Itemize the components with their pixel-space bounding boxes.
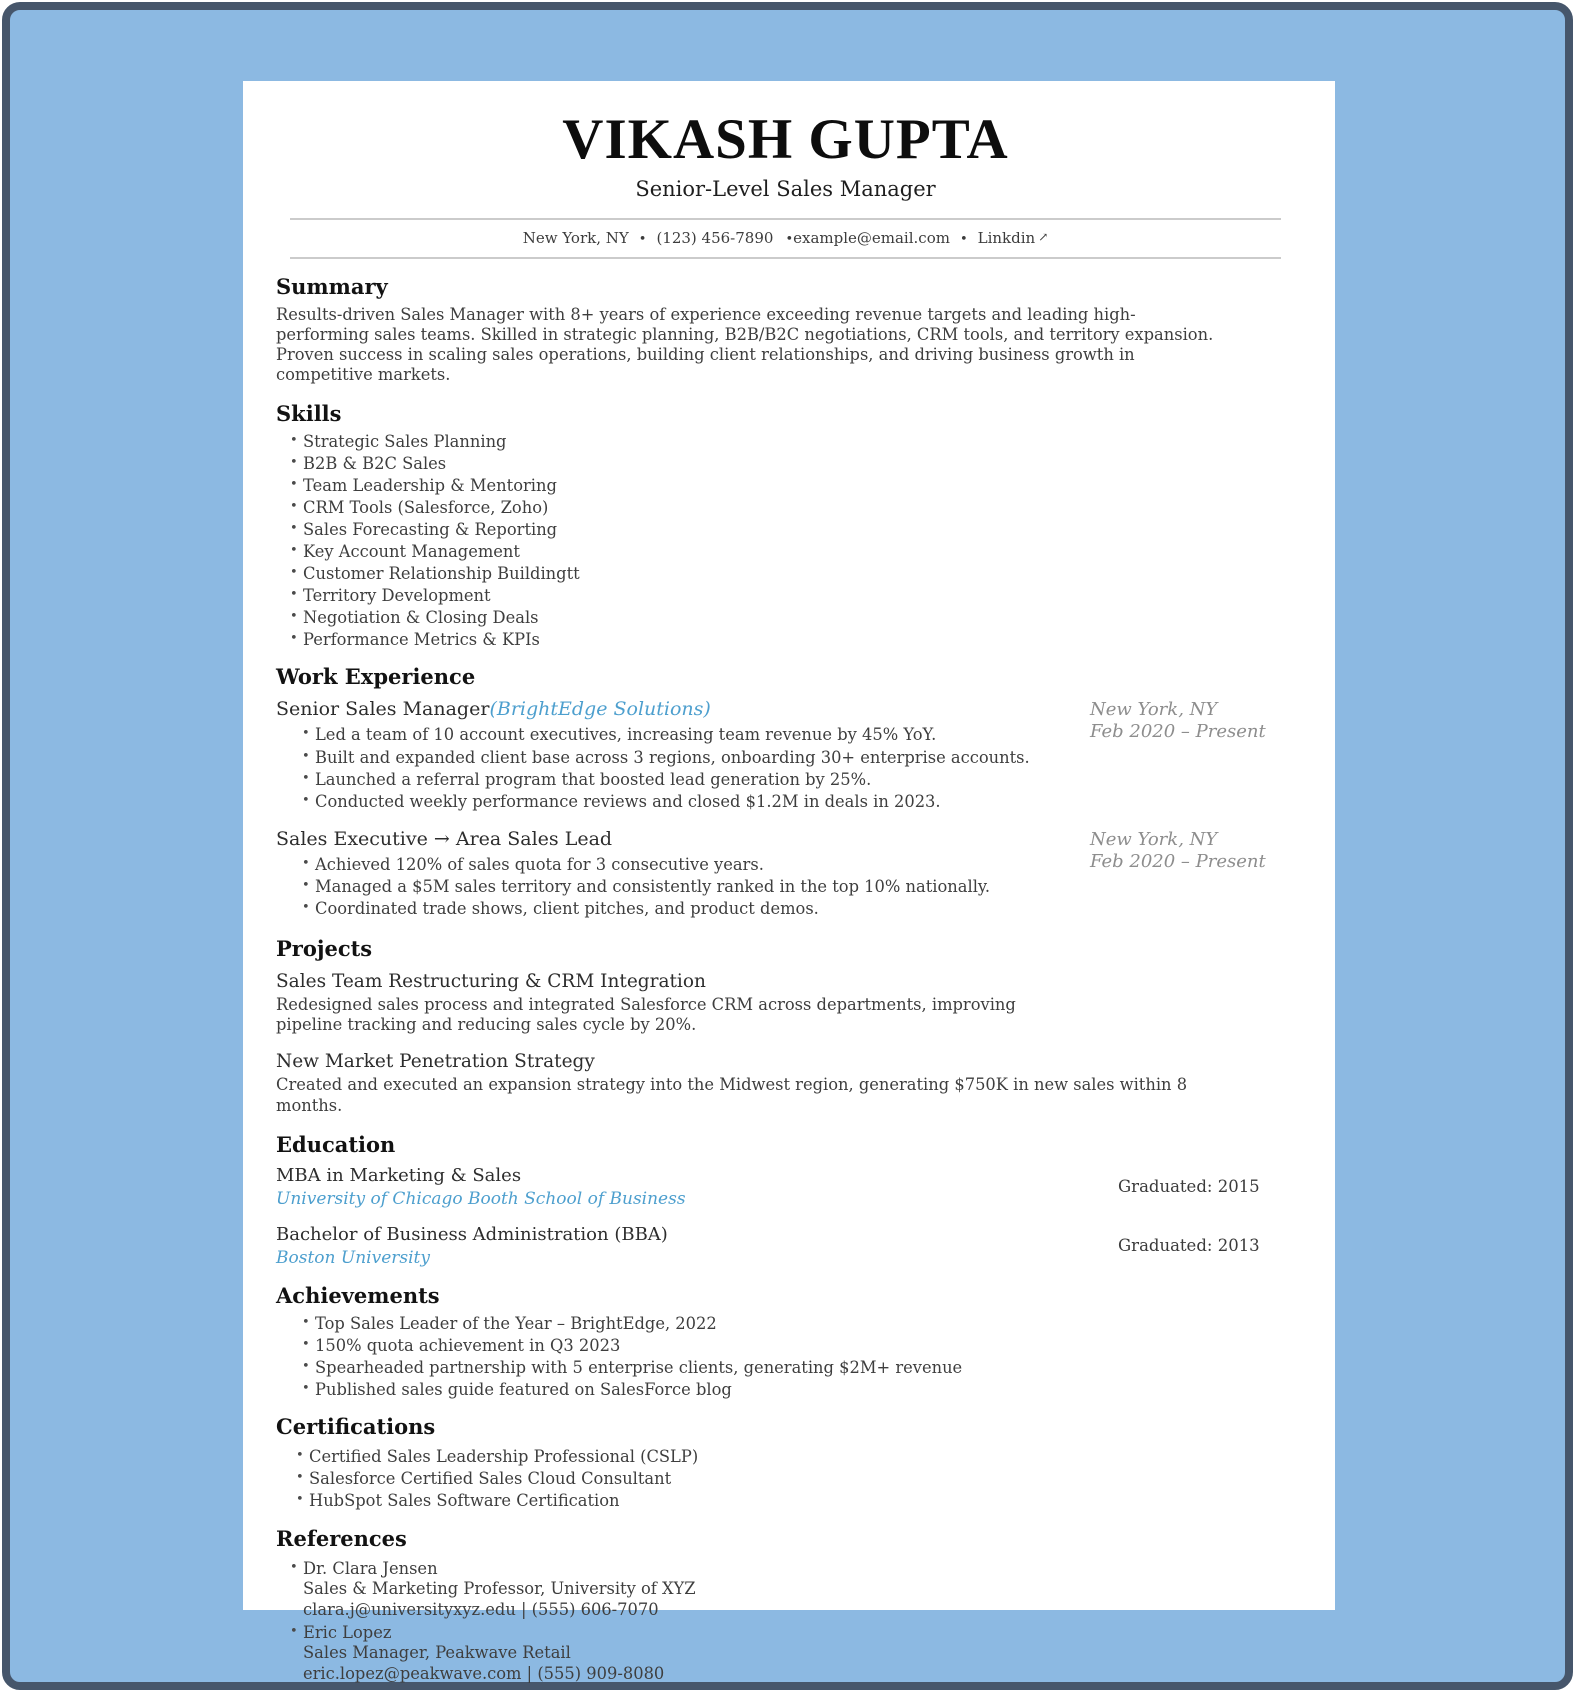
job-entry <box>276 828 1295 919</box>
section-title-education: Education <box>276 1131 396 1157</box>
job-bullet: • Conducted weekly performance reviews and closed $1.2M in deals in 2023. <box>302 792 1295 812</box>
reference-item <box>290 1623 1295 1684</box>
school-link[interactable]: Boston University <box>276 1247 430 1268</box>
graduation-date: Graduated: 2013 <box>1118 1235 1260 1255</box>
achievement-item: • Top Sales Leader of the Year – BrightEdge, 2022 <box>302 1314 1295 1334</box>
section-references <box>276 1526 1295 1683</box>
job-dates: Feb 2020 – Present <box>1090 851 1266 873</box>
project-entry <box>276 971 1295 1036</box>
skill-item: • Negotiation & Closing Deals <box>290 608 1295 628</box>
job-bullet: • Led a team of 10 account executives, increasing team revenue by 45% YoY. <box>302 725 1295 745</box>
certification-item: • Salesforce Certified Sales Cloud Consultant <box>296 1469 1295 1489</box>
reference-name: • Eric Lopez <box>303 1622 392 1642</box>
skill-item: • CRM Tools (Salesforce, Zoho) <box>290 498 1295 518</box>
job-bullet-list <box>302 725 1295 811</box>
reference-contact: clara.j@universityxyz.edu | (555) 606-7070 <box>303 1599 659 1619</box>
references-list <box>290 1559 1295 1683</box>
job-location: New York, NY <box>1090 829 1218 851</box>
section-education <box>276 1132 1295 1268</box>
reference-role: Sales Manager, Peakwave Retail <box>303 1643 571 1663</box>
project-description: Created and executed an expansion strategy into the Midwest region, generating $750K in new sales within 8 months. <box>276 1075 1188 1115</box>
achievement-item: • 150% quota achievement in Q3 2023 <box>302 1336 1295 1356</box>
job-title: Sales Executive → Area Sales Lead <box>276 828 613 851</box>
skill-item: • Territory Development <box>290 586 1295 606</box>
job-bullet: • Launched a referral program that boosted lead generation by 25%. <box>302 770 1295 790</box>
section-title-references: References <box>276 1525 407 1551</box>
job-bullet-list <box>302 855 1295 919</box>
summary-text: Results-driven Sales Manager with 8+ years of experience exceeding revenue targets and leading high-performing sales teams. Skilled in strategic planning, B2B/B2C negotiations, CRM tools, and territory expansion. Proven success in scaling sales operations, building client relationships, and driving business growth in competitive markets. <box>276 304 1214 385</box>
section-title-projects: Projects <box>276 935 373 961</box>
certifications-list <box>296 1447 1295 1511</box>
reference-item <box>290 1559 1295 1620</box>
job-entry <box>276 698 1295 811</box>
skill-item: • Sales Forecasting & Reporting <box>290 520 1295 540</box>
section-title-work: Work Experience <box>276 664 476 690</box>
skill-item: • B2B & B2C Sales <box>290 454 1295 474</box>
external-link-icon: ↗ <box>1038 229 1049 244</box>
certification-item: • Certified Sales Leadership Professional (CSLP) <box>296 1447 1295 1467</box>
section-title-achievements: Achievements <box>276 1282 440 1308</box>
graduation-date: Graduated: 2015 <box>1118 1176 1260 1196</box>
achievements-list <box>302 1314 1295 1400</box>
section-work-experience <box>276 664 1295 918</box>
skill-item: • Strategic Sales Planning <box>290 432 1295 452</box>
bullet-separator-icon: • <box>785 231 794 247</box>
linkedin-link[interactable]: Linkdin ↗ <box>977 228 1049 247</box>
candidate-name: VIKASH GUPTA <box>562 108 1009 171</box>
section-projects <box>276 936 1295 1117</box>
job-title: Senior Sales Manager <box>276 698 490 721</box>
contact-email: example@email.com <box>793 228 950 247</box>
resume-page <box>243 81 1335 1683</box>
section-achievements <box>276 1283 1295 1400</box>
project-entry <box>276 1051 1295 1116</box>
achievement-item: • Published sales guide featured on SalesForce blog <box>302 1380 1295 1400</box>
reference-contact: eric.lopez@peakwave.com | (555) 909-8080 <box>303 1663 665 1683</box>
section-title-certifications: Certifications <box>276 1414 436 1440</box>
job-location: New York, NY <box>1090 699 1218 721</box>
section-title-skills: Skills <box>276 400 342 426</box>
bullet-separator-icon: • <box>959 231 968 247</box>
section-title-summary: Summary <box>276 273 388 299</box>
education-entry <box>276 1224 1295 1268</box>
bullet-separator-icon: • <box>638 231 647 247</box>
achievement-item: • Spearheaded partnership with 5 enterprise clients, generating $2M+ revenue <box>302 1358 1295 1378</box>
job-dates: Feb 2020 – Present <box>1090 721 1266 743</box>
candidate-tagline: Senior-Level Sales Manager <box>635 176 936 201</box>
contact-location: New York, NY <box>522 228 629 247</box>
skills-list <box>290 432 1295 650</box>
contact-phone: (123) 456-7890 <box>656 228 774 247</box>
education-entry <box>276 1165 1295 1209</box>
project-title: Sales Team Restructuring & CRM Integration <box>276 970 706 992</box>
section-summary <box>276 274 1295 386</box>
skill-item: • Key Account Management <box>290 542 1295 562</box>
job-bullet: • Built and expanded client base across 3 regions, onboarding 30+ enterprise accounts. <box>302 748 1295 768</box>
job-bullet: • Coordinated trade shows, client pitches, and product demos. <box>302 899 1295 919</box>
skill-item: • Performance Metrics & KPIs <box>290 630 1295 650</box>
degree-title: MBA in Marketing & Sales <box>276 1164 522 1186</box>
section-skills <box>276 401 1295 650</box>
school-link[interactable]: University of Chicago Booth School of Business <box>276 1188 686 1209</box>
project-description: Redesigned sales process and integrated Salesforce CRM across departments, improving pipeline tracking and reducing sales cycle by 20%. <box>276 994 1016 1035</box>
skill-item: • Team Leadership & Mentoring <box>290 476 1295 496</box>
reference-name: • Dr. Clara Jensen <box>303 1558 438 1578</box>
job-company-link[interactable]: (BrightEdge Solutions) <box>489 698 711 721</box>
skill-item: • Customer Relationship Buildingtt <box>290 564 1295 584</box>
degree-title: Bachelor of Business Administration (BBA) <box>276 1223 668 1245</box>
contact-bar <box>290 218 1281 259</box>
section-certifications <box>276 1414 1295 1511</box>
certification-item: • HubSpot Sales Software Certification <box>296 1491 1295 1511</box>
job-bullet: • Achieved 120% of sales quota for 3 consecutive years. <box>302 855 1295 875</box>
project-title: New Market Penetration Strategy <box>276 1051 595 1073</box>
job-bullet: • Managed a $5M sales territory and consistently ranked in the top 10% nationally. <box>302 877 1295 897</box>
reference-role: Sales & Marketing Professor, University of XYZ <box>303 1579 696 1599</box>
